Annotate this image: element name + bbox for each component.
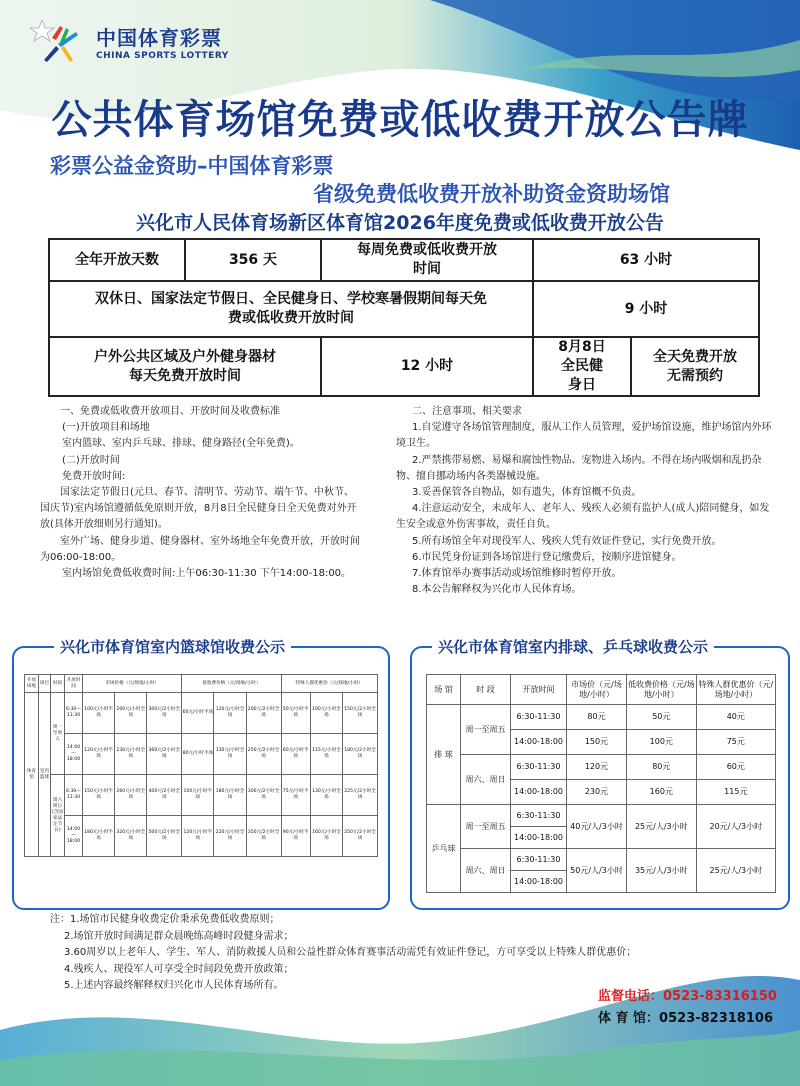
- footnote-line: 2.场馆开放时间满足群众晨晚练高峰时段健身需求；: [64, 930, 294, 942]
- bt-cell: 115元/小时全场: [310, 734, 342, 775]
- annual-days-label: 全年开放天数: [49, 239, 185, 281]
- subtitle-funding: 彩票公益金资助–中国体育彩票: [50, 154, 334, 178]
- weekly-hours-value: 63 小时: [533, 239, 759, 281]
- footnote-line: 4.残疾人、现役军人可享受全时间段免费开放政策；: [64, 963, 294, 975]
- bt-head: 开放时间: [65, 675, 83, 693]
- pt-cell: 100元: [626, 730, 696, 755]
- bt-cell: 75元/小时半场: [281, 775, 310, 816]
- bt-cell: 500元/2小时全场: [147, 816, 182, 857]
- bt-head: 特殊人群优惠价（元/场地/小时）: [281, 675, 377, 693]
- lottery-logo-icon: [30, 18, 88, 64]
- pt-time: 14:00-18:00: [511, 730, 567, 755]
- bt-head: 项目: [39, 675, 51, 693]
- bt-head: 低收费价格（元/场地/小时）: [182, 675, 281, 693]
- holiday-hours-value: 9 小时: [533, 281, 759, 337]
- pt-cell: 160元: [626, 780, 696, 805]
- pt-time: 6:30-11:30: [511, 849, 567, 871]
- text-line: 室内场馆免费低收费时间:上午06:30-11:30 下午14:00-18:00。: [62, 568, 352, 580]
- bt-cell: 120元/小时半场: [182, 816, 214, 857]
- bt-time: 6:30—11:30: [65, 693, 83, 734]
- pt-venue-volley: 排 球: [427, 705, 461, 805]
- bt-cell: 250元/2小时全场: [343, 816, 378, 857]
- pt-cell: 150元: [567, 730, 627, 755]
- bt-cell: 80元/小时半场: [182, 734, 214, 775]
- pt-time: 14:00-18:00: [511, 780, 567, 805]
- text-line: (二)开放时间: [62, 454, 120, 466]
- pt-time: 6:30-11:30: [511, 755, 567, 780]
- pt-time: 14:00-18:00: [511, 871, 567, 893]
- pt-head: 场 馆: [427, 675, 461, 705]
- pt-cell: 75元: [696, 730, 775, 755]
- outdoor-hours-value: 12 小时: [321, 337, 533, 396]
- notes-requirements-section: [396, 404, 776, 598]
- brand-logo: [30, 18, 229, 64]
- basketball-fee-title: 兴化市体育馆室内篮球馆收费公示: [54, 636, 291, 657]
- bt-period: 周六周日(含国家法定节日): [51, 775, 65, 857]
- pt-head: 特殊人群优惠价（元/场地/小时）: [696, 675, 775, 705]
- weekly-hours-label: 每周免费或低收费开放时间: [321, 239, 533, 281]
- text-line: 免费开放时间:: [62, 470, 126, 482]
- page-title: 公共体育场馆免费或低收费开放公告牌: [51, 97, 749, 143]
- basketball-fee-table: [24, 674, 378, 857]
- text-line: 8.本公告解释权为兴化市人民体育场。: [412, 584, 582, 596]
- volley-pingpong-fee-table: [426, 674, 776, 893]
- text-line: 7.体育馆举办赛事活动或场馆维修时暂停开放。: [412, 568, 622, 580]
- brand-name-en: CHINA SPORTS LOTTERY: [96, 50, 229, 61]
- bt-time: 14:00—18:00: [65, 816, 83, 857]
- bt-period: 周一至周五: [51, 693, 65, 775]
- basketball-fee-card: [12, 646, 390, 910]
- text-line: 二、注意事项、相关要求: [412, 406, 522, 417]
- bt-cell: 180元/2小时全场: [343, 734, 378, 775]
- contact-phones: [598, 986, 777, 1030]
- pt-period: 周一至周五: [461, 705, 511, 755]
- volley-pingpong-fee-card: [410, 646, 790, 910]
- pt-cell: 80元: [567, 705, 627, 730]
- pt-cell: 115元: [696, 780, 775, 805]
- bt-cell: 120元/小时全场: [214, 693, 246, 734]
- text-line: 4.注意运动安全，未成年人、老年人、残疾人必须有监护人(成人)陪同健身，如发生安全或意外伤害事故，责任自负。: [396, 503, 770, 531]
- text-line: 3.妥善保管各自物品，如有遗失，体育馆概不负责。: [412, 487, 642, 499]
- bt-time: 6:30—11:30: [65, 775, 83, 816]
- bt-cell: 230元/小时全场: [115, 734, 147, 775]
- bt-head: 开放场地: [25, 675, 39, 693]
- pt-cell: 40元/人/3小时: [567, 805, 627, 849]
- bt-cell: 90元/小时半场: [281, 816, 310, 857]
- bt-cell: 225元/2小时全场: [343, 775, 378, 816]
- bt-cell: 400元/2小时全场: [147, 775, 182, 816]
- bt-item: 室内篮球: [39, 693, 51, 857]
- bt-cell: 320元/小时全场: [115, 816, 147, 857]
- text-line: 5.所有场馆全年对现役军人、残疾人凭有效证件登记，实行免费开放。: [412, 535, 722, 547]
- bt-cell: 150元/小时半场: [83, 775, 115, 816]
- pt-cell: 230元: [567, 780, 627, 805]
- pt-cell: 40元: [696, 705, 775, 730]
- pt-venue-tabletennis: 乒乓球: [427, 805, 461, 893]
- pt-cell: 60元: [696, 755, 775, 780]
- text-line: (一)开放项目和场地: [62, 422, 150, 434]
- bt-cell: 180元/小时半场: [83, 816, 115, 857]
- bt-cell: 100元/小时全场: [310, 693, 342, 734]
- pt-cell: 20元/人/3小时: [696, 805, 775, 849]
- bt-head: 时段: [51, 675, 65, 693]
- pt-cell: 25元/人/3小时: [626, 805, 696, 849]
- summary-table: [48, 238, 760, 397]
- fitness-day-value: 全天免费开放无需预约: [631, 337, 759, 396]
- pt-cell: 50元/人/3小时: [567, 849, 627, 893]
- pt-cell: 50元: [626, 705, 696, 730]
- footnote-line: 5.上述内容最终解释权归兴化市人民体育场所有。: [64, 980, 284, 991]
- pt-period: 周六、周日: [461, 849, 511, 893]
- bt-cell: 130元/小时全场: [214, 734, 246, 775]
- pt-head: 开放时间: [511, 675, 567, 705]
- bt-cell: 350元/2小时全场: [246, 816, 281, 857]
- text-line: 6.市民凭身份证到各场馆进行登记缴费后，按顺序进馆健身。: [412, 551, 682, 563]
- footnote-line: 注：1.场馆市民健身收费定价秉承免费低收费原则；: [50, 914, 280, 925]
- bt-cell: 120元/小时半场: [83, 734, 115, 775]
- pt-head: 时 段: [461, 675, 511, 705]
- bt-cell: 60元/小时半场: [281, 734, 310, 775]
- footnote-line: 3.60周岁以上老年人、学生、军人、消防救援人员和公益性群众体育赛事活动需凭有效证件登记，方可享受以上特殊人群优惠价；: [64, 947, 637, 958]
- bt-cell: 220元/小时全场: [214, 816, 246, 857]
- text-line: 一、免费或低收费开放项目、开放时间及收费标准: [60, 406, 280, 417]
- bt-cell: 150元/2小时全场: [343, 693, 378, 734]
- bt-cell: 100元/小时半场: [83, 693, 115, 734]
- bt-cell: 250元/2小时全场: [246, 734, 281, 775]
- pt-period: 周六、周日: [461, 755, 511, 805]
- outdoor-hours-label: 户外公共区域及户外健身器材每天免费开放时间: [49, 337, 321, 396]
- fitness-day-label: 8月8日全民健身日: [533, 337, 631, 396]
- bt-cell: 180元/小时全场: [214, 775, 246, 816]
- bt-cell: 60元/小时半场: [182, 693, 214, 734]
- pt-head: 市场价（元/场地/小时）: [567, 675, 627, 705]
- text-line: 1.自觉遵守各场馆管理制度，服从工作人员管理，爱护场馆设施，维护场馆内外环境卫生。: [396, 422, 772, 450]
- annual-days-value: 356 天: [185, 239, 321, 281]
- pt-cell: 80元: [626, 755, 696, 780]
- bt-head: 市场价格（元/场地/小时）: [83, 675, 182, 693]
- bt-time: 14:00—18:00: [65, 734, 83, 775]
- bt-venue: 体育馆: [25, 693, 39, 857]
- bt-cell: 300元/2小时全场: [246, 775, 281, 816]
- open-items-section: [40, 404, 360, 582]
- volley-pingpong-fee-title: 兴化市体育馆室内排球、乒乓球收费公示: [432, 636, 714, 657]
- bt-cell: 200元/2小时全场: [246, 693, 281, 734]
- pt-time: 14:00-18:00: [511, 827, 567, 849]
- bt-cell: 300元/2小时全场: [147, 693, 182, 734]
- pt-cell: 35元/人/3小时: [626, 849, 696, 893]
- text-line: 2.严禁携带易燃、易爆和腐蚀性物品、宠物进入场内。不得在场内吸烟和乱扔杂物、擅自挪动场内各类器械设施。: [396, 454, 762, 482]
- pt-cell: 25元/人/3小时: [696, 849, 775, 893]
- pt-cell: 120元: [567, 755, 627, 780]
- gym-phone: 体 育 馆：0523-82318106: [598, 1011, 773, 1026]
- pt-head: 低收费价格（元/场地/小时）: [626, 675, 696, 705]
- text-line: 室内篮球、室内乒乓球、排球、健身路径(全年免费)。: [62, 438, 300, 450]
- brand-name-cn: 中国体育彩票: [96, 25, 222, 50]
- supervision-phone: 监督电话：0523-83316150: [598, 989, 777, 1004]
- subtitle-subsidy: 省级免费低收费开放补助资金资助场馆: [313, 182, 670, 206]
- text-line: 国家法定节假日(元旦、春节、清明节、劳动节、端午节、中秋节、国庆节)室内场馆遵循低免原则开放，8月8日全民健身日全天免费对外开放(具体开放细则另行通知)。: [40, 487, 357, 531]
- pt-time: 6:30-11:30: [511, 805, 567, 827]
- pt-period: 周一至周五: [461, 805, 511, 849]
- notice-title: 兴化市人民体育场新区体育馆2026年度免费或低收费开放公告: [136, 212, 664, 234]
- footnotes: [50, 912, 636, 995]
- bt-cell: 260元/小时全场: [115, 775, 147, 816]
- pt-time: 6:30-11:30: [511, 705, 567, 730]
- bt-cell: 360元/2小时全场: [147, 734, 182, 775]
- bt-cell: 50元/小时半场: [281, 693, 310, 734]
- bt-cell: 160元/小时全场: [310, 816, 342, 857]
- bt-cell: 200元/小时全场: [115, 693, 147, 734]
- holiday-hours-label: 双休日、国家法定节假日、全民健身日、学校寒暑假期间每天免费或低收费开放时间: [49, 281, 533, 337]
- bt-cell: 100元/小时半场: [182, 775, 214, 816]
- bt-cell: 130元/小时全场: [310, 775, 342, 816]
- text-line: 室外广场、健身步道、健身器材、室外场地全年免费开放，开放时间为06:00-18:00。: [40, 535, 360, 563]
